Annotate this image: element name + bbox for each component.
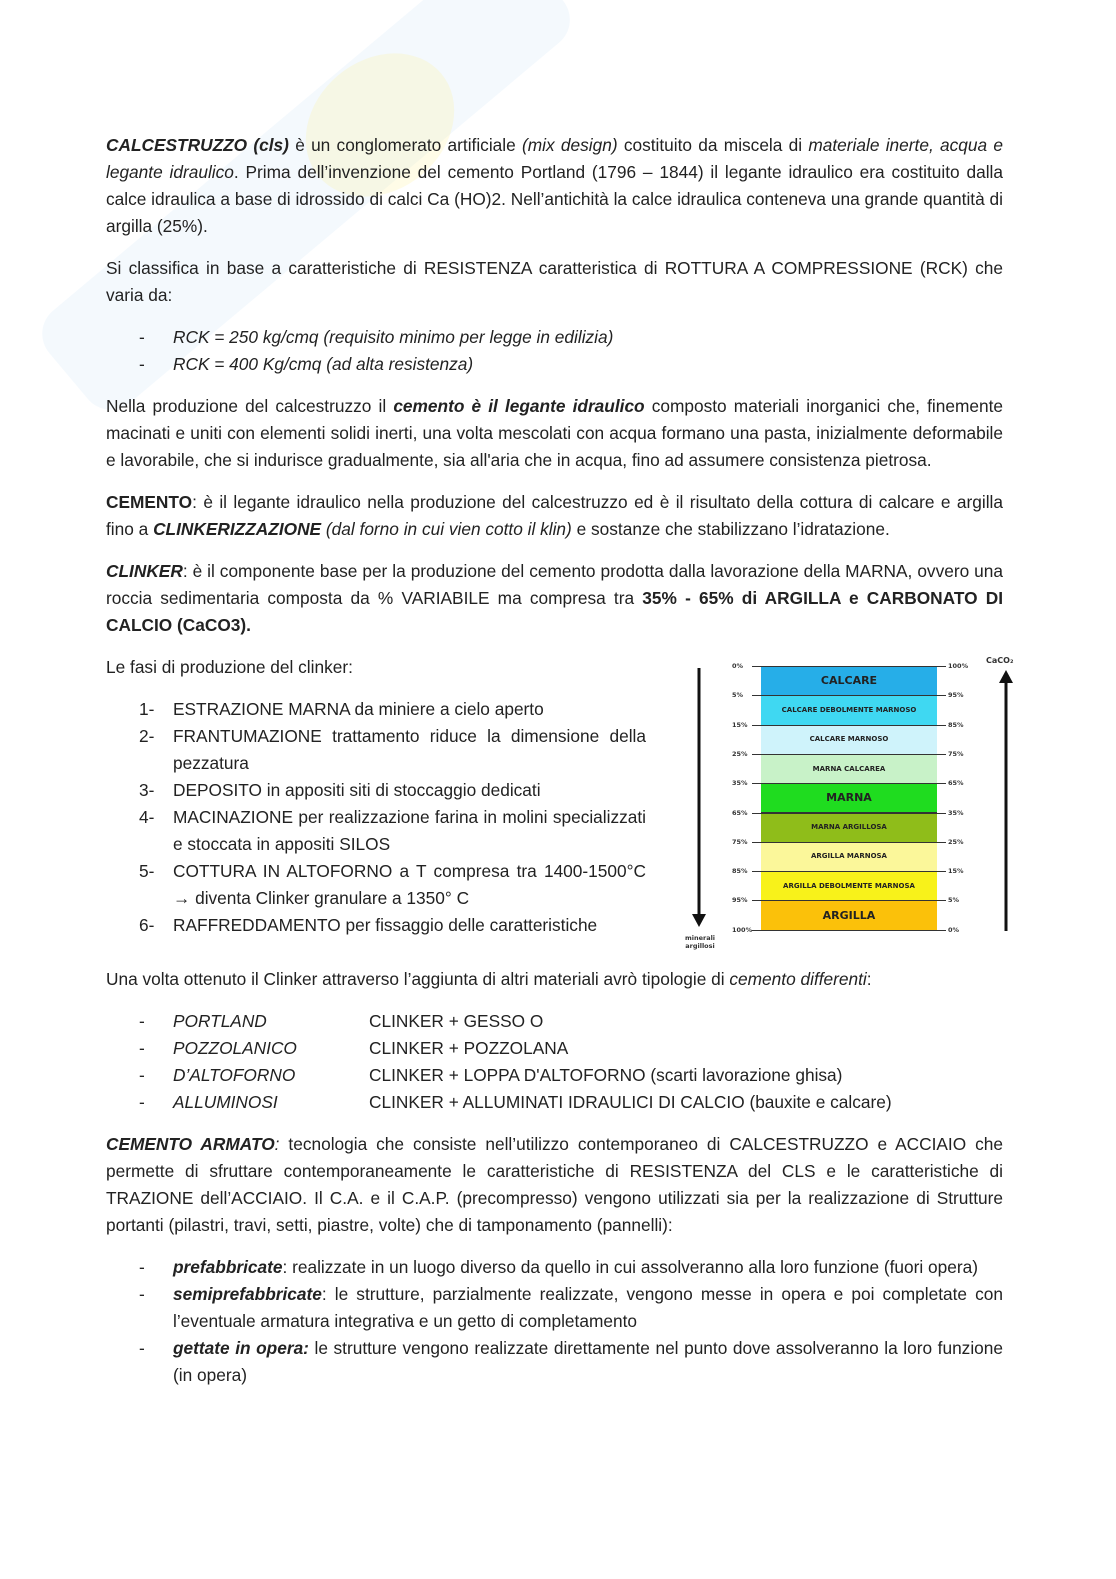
text: ESTRAZIONE MARNA da miniere a cielo aperto	[173, 699, 544, 719]
list-item	[106, 324, 1003, 351]
tick-line	[752, 930, 946, 931]
tick-line	[752, 666, 946, 667]
list-item	[106, 1254, 1003, 1281]
text: : realizzate in un luogo diverso da quello in cui assolveranno alla loro funzione (fuori opera)	[282, 1257, 979, 1277]
list-item	[106, 351, 1003, 378]
right-tick-label: 25%	[948, 837, 964, 846]
list-item	[106, 1035, 1003, 1062]
right-tick-label: 65%	[948, 779, 964, 788]
number: 4-	[139, 807, 155, 827]
list-item	[106, 1335, 1003, 1389]
paragraph-types-intro	[106, 966, 1003, 993]
band-9: ARGILLA	[761, 900, 937, 930]
text: costituito da miscela di	[617, 135, 809, 155]
text: :	[866, 969, 872, 989]
text: RCK = 250 kg/cmq (requisito minimo per legge in edilizia)	[173, 327, 614, 347]
left-tick-label: 25%	[732, 749, 748, 758]
text: 35% - 65% di ARGILLA e CARBONATO DI CALCIO (CaCO3).	[106, 588, 1003, 635]
tick-line	[752, 900, 946, 901]
bullet: -	[139, 1092, 145, 1112]
text: composto materiali inorganici che, finemente macinati e uniti con elementi solidi inerti, una volta mescolati con acqua formano una pasta, inizialmente deformabile e lavorabile, che si indurisce gradualmente, sia all'aria che in acqua, fino ad assumere consistenza pietrosa.	[106, 396, 1003, 470]
list-item	[106, 1062, 1003, 1089]
text: materiale inerte, acqua e legante idraulico	[106, 135, 1003, 182]
band-2: CALCARE DEBOLMENTE MARNOSO	[761, 695, 937, 725]
list-item	[106, 804, 646, 858]
tick-line	[752, 725, 946, 726]
type-name: POZZOLANICO	[173, 1038, 297, 1058]
bullet: -	[139, 1038, 145, 1058]
text: è un conglomerato artificiale	[288, 135, 522, 155]
paragraph-calcestruzzo	[106, 132, 1003, 240]
type-composition: CLINKER + POZZOLANA	[369, 1038, 569, 1058]
tick-line	[752, 695, 946, 696]
type-name: ALLUMINOSI	[173, 1092, 278, 1112]
type-name: D’ALTOFORNO	[173, 1065, 296, 1085]
left-axis-label: minerali argillosi	[684, 934, 716, 950]
text: Una volta ottenuto il Clinker attraverso l’aggiunta di altri materiali avrò tipologie di	[106, 969, 730, 989]
text: le strutture vengono realizzate direttamente nel punto dove assolveranno la loro funzione (in opera)	[173, 1338, 1003, 1385]
type-composition: CLINKER + ALLUMINATI IDRAULICI DI CALCIO (bauxite e calcare)	[369, 1092, 892, 1112]
type-composition: CLINKER + GESSO O	[369, 1011, 544, 1031]
term: cemento è il legante idraulico	[393, 396, 645, 416]
band-4: MARNA CALCAREA	[761, 754, 937, 784]
text: MACINAZIONE per realizzazione farina in molini specializzati e stoccata in appositi SILOS	[173, 807, 646, 854]
paragraph-classification: Si classifica in base a caratteristiche di RESISTENZA caratteristica di ROTTURA A COMPRESSIONE (RCK) che varia da:	[106, 258, 1003, 305]
list-item	[106, 912, 646, 939]
tick-line	[752, 871, 946, 872]
paragraph-phases-intro: Le fasi di produzione del clinker:	[106, 657, 353, 677]
right-tick-label: 100%	[948, 662, 969, 670]
number: 1-	[139, 699, 155, 719]
term: CALCESTRUZZO (cls)	[106, 135, 289, 155]
document-body	[106, 0, 1014, 1389]
text: RCK = 400 Kg/cmq (ad alta resistenza)	[173, 354, 474, 374]
text: : le strutture, parzialmente realizzate, vengono messe in opera e poi completate con l’eventuale armatura integrativa e un getto di completamento	[173, 1284, 1003, 1331]
text: : è il legante idraulico nella produzione del calcestruzzo ed è il risultato della cottura di calcare e argilla fino a	[106, 492, 1003, 539]
term: prefabbricate	[173, 1257, 283, 1277]
bullet: -	[139, 1011, 145, 1031]
right-tick-label: 75%	[948, 749, 964, 758]
band-7: ARGILLA MARNOSA	[761, 842, 937, 872]
list-item	[106, 696, 646, 723]
text: RAFFREDDAMENTO per fissaggio delle caratteristiche	[173, 915, 598, 935]
structures-list	[106, 1254, 1003, 1389]
bullet: -	[139, 1257, 145, 1277]
right-tick-label: 0%	[948, 925, 960, 934]
bullet: -	[139, 354, 145, 374]
bullet: -	[139, 1065, 145, 1085]
paragraph-clinker	[106, 558, 1003, 639]
type-composition: CLINKER + LOPPA D'ALTOFORNO (scarti lavorazione ghisa)	[369, 1065, 843, 1085]
text: cemento differenti	[729, 969, 867, 989]
band-8: ARGILLA DEBOLMENTE MARNOSA	[761, 871, 937, 901]
left-tick-label: 0%	[732, 662, 744, 670]
term: CEMENTO	[106, 492, 193, 512]
list-item	[106, 1008, 1003, 1035]
right-tick-label: 85%	[948, 720, 964, 729]
down-arrow-head	[692, 914, 706, 927]
band-1: CALCARE	[761, 666, 937, 696]
left-tick-label: 35%	[732, 779, 748, 788]
tick-line	[752, 783, 946, 784]
text: :	[274, 1134, 280, 1154]
number: 3-	[139, 780, 155, 800]
bullet: -	[139, 1284, 145, 1304]
term: semiprefabbricate	[173, 1284, 322, 1304]
right-tick-label: 95%	[948, 691, 964, 700]
text: COTTURA IN ALTOFORNO a T compresa tra 1400-1500°C → diventa Clinker granulare a 1350° C	[173, 861, 646, 908]
type-name: PORTLAND	[173, 1011, 267, 1031]
tick-line	[752, 754, 946, 755]
list-item	[106, 777, 646, 804]
tick-line	[752, 842, 946, 843]
number: 6-	[139, 915, 155, 935]
marna-classification-diagram	[680, 656, 1025, 956]
list-item	[106, 1281, 1003, 1335]
text: e sostanze che stabilizzano l’idratazione.	[571, 519, 890, 539]
term: CLINKER	[106, 561, 183, 581]
text: DEPOSITO in appositi siti di stoccaggio dedicati	[173, 780, 541, 800]
right-tick-label: 35%	[948, 808, 964, 817]
left-tick-label: 100%	[732, 925, 753, 934]
paragraph-cemento-legante	[106, 393, 1003, 474]
text: Nella produzione del calcestruzzo il	[106, 396, 394, 416]
bullet: -	[139, 327, 145, 347]
left-tick-label: 85%	[732, 867, 748, 876]
term: CLINKERIZZAZIONE	[153, 519, 322, 539]
term: CEMENTO ARMATO	[106, 1134, 275, 1154]
left-tick-label: 65%	[732, 808, 748, 817]
band-5: MARNA	[761, 783, 937, 813]
term: gettate in opera:	[173, 1338, 309, 1358]
paragraph-cemento	[106, 489, 1003, 543]
text: : è il componente base per la produzione del cemento prodotta dalla lavorazione della MARNA, ovvero una roccia sedimentaria composta da % VARIABILE ma compresa tra	[106, 561, 1003, 608]
number: 2-	[139, 726, 155, 746]
list-item	[106, 723, 646, 777]
right-tick-label: 15%	[948, 867, 964, 876]
left-tick-label: 75%	[732, 837, 748, 846]
list-item	[106, 858, 646, 912]
left-tick-label: 5%	[732, 691, 744, 700]
tick-line	[752, 813, 946, 814]
text: . Prima dell’invenzione del cemento Portland (1796 – 1844) il legante idraulico era costituito dalla calce idraulica a base di idrossido di calci Ca (HO)2. Nell’antichità la calce idraulica conteneva una grande quantità di argilla (25%).	[106, 162, 1003, 236]
number: 5-	[139, 861, 155, 881]
rck-list	[106, 324, 1003, 378]
band-3: CALCARE MARNOSO	[761, 725, 937, 755]
band-6: MARNA ARGILLOSA	[761, 813, 937, 843]
right-axis-label: CaCO₂	[986, 656, 1014, 665]
text: (dal forno in cui vien cotto il klin)	[321, 519, 572, 539]
text: tecnologia che consiste nell’utilizzo contemporaneo di CALCESTRUZZO e ACCIAIO che permette di sfruttare contemporaneamente le caratteristiche di RESISTENZA del CLS e le caratteristiche di TRAZIONE dell’ACCIAIO. Il C.A. e il C.A.P. (precompresso) vengono utilizzati sia per la realizzazione di Strutture portanti (pilastri, travi, setti, piastre, volte) che di tamponamento (pannelli):	[106, 1134, 1003, 1235]
cement-types-list	[106, 1008, 1003, 1116]
text: (mix design)	[522, 135, 618, 155]
left-tick-label: 15%	[732, 720, 748, 729]
text: FRANTUMAZIONE trattamento riduce la dimensione della pezzatura	[173, 726, 646, 773]
phases-list	[106, 696, 646, 939]
paragraph-cemento-armato	[106, 1131, 1003, 1239]
bullet: -	[139, 1338, 145, 1358]
left-tick-label: 95%	[732, 896, 748, 905]
list-item	[106, 1089, 1003, 1116]
right-tick-label: 5%	[948, 896, 960, 905]
up-arrow-head	[999, 670, 1013, 683]
